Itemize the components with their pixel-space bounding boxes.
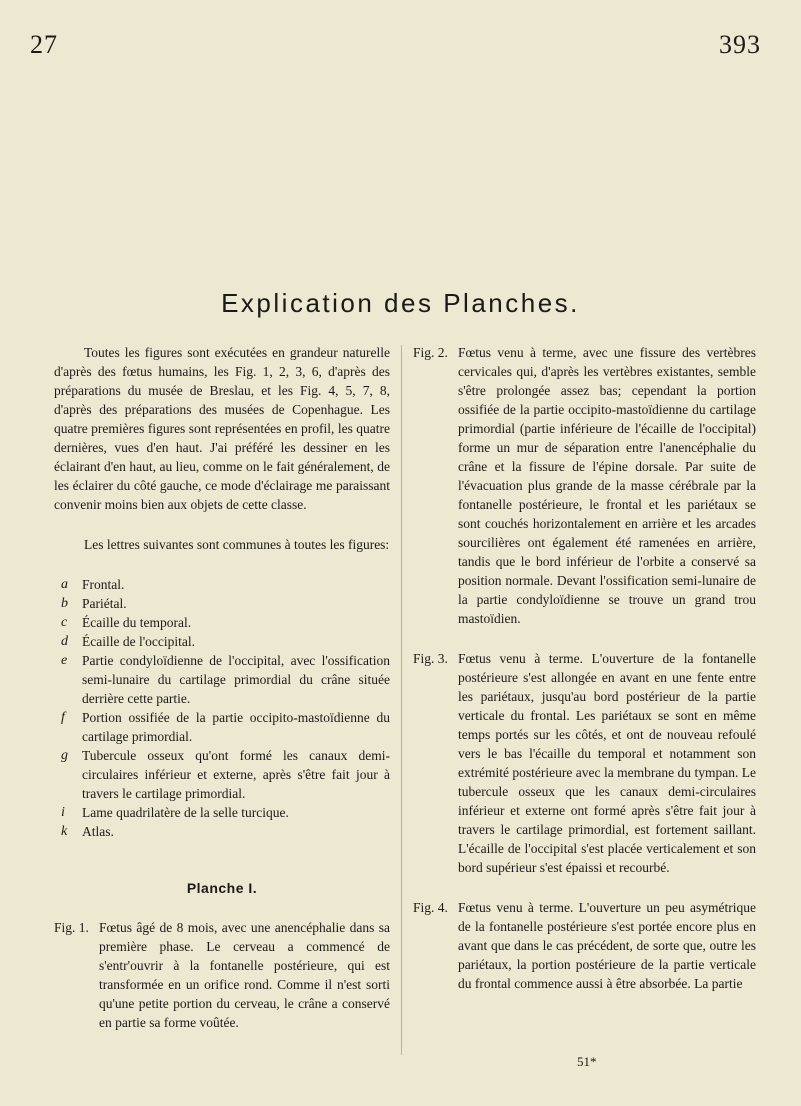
legend-description: Partie condyloïdienne de l'occipital, avec l'ossification semi-lunaire du cartilage primordial du crâne située derrière cette partie.: [82, 653, 390, 706]
legend-letter: k: [61, 824, 68, 839]
legend-item: [54, 632, 390, 651]
legend-item: [54, 822, 390, 841]
figure-entry-2: [413, 343, 756, 628]
page-number-right: 393: [719, 30, 761, 59]
planche-heading: Planche I.: [186, 880, 258, 896]
figure-label: Fig. 4.: [413, 900, 448, 915]
right-column: [413, 343, 756, 993]
signature-mark: 51*: [577, 1054, 597, 1069]
figure-label: Fig. 2.: [413, 345, 448, 360]
left-column: [54, 343, 390, 1032]
legend-letter: b: [61, 596, 68, 611]
legend-item: [54, 708, 390, 746]
legend-letter: e: [61, 653, 68, 668]
page-title: Explication des Planches.: [221, 288, 580, 319]
letter-legend: [54, 575, 390, 841]
legend-item: [54, 594, 390, 613]
legend-intro-paragraph: Les lettres suivantes sont communes à toutes les figures:: [84, 537, 390, 552]
legend-description: Lame quadrilatère de la selle turcique.: [82, 805, 289, 820]
page-number-left: 27: [30, 30, 58, 59]
figure-description: Fœtus âgé de 8 mois, avec une anencéphalie dans sa première phase. Le cerveau a commencé de s'entr'ouvrir à la fontanelle postérieure, qui est transformée en un orifice rond. Comme il n'est sorti qu'une petite portion du cerveau, le crâne a conservé en partie sa forme voûtée.: [99, 920, 390, 1030]
legend-letter: i: [61, 805, 65, 820]
legend-description: Atlas.: [82, 824, 114, 839]
legend-item: [54, 651, 390, 708]
column-divider: [401, 345, 402, 1055]
figure-entry-4: [413, 898, 756, 993]
legend-description: Tubercule osseux qu'ont formé les canaux demi-circulaires inférieur et externe, après s'être fait jour à travers le cartilage primordial.: [82, 748, 390, 801]
legend-description: Portion ossifiée de la partie occipito-mastoïdienne du cartilage primordial.: [82, 710, 390, 744]
intro-paragraph: Toutes les figures sont exécutées en grandeur naturelle d'après des fœtus humains, les Fig. 1, 2, 3, 6, d'après des préparations du musée de Breslau, et les Fig. 4, 5, 7, 8, d'après des préparations des musées de Copenhague. Les quatre premières figures sont représentées en profil, les quatre dernières, vues d'en haut. J'ai préféré les dessiner en les éclairant d'en haut, au lieu, comme on le fait généralement, de les éclairer du côté gauche, ce mode d'éclairage me paraissant convenir moins bien aux objets de cette classe.: [54, 345, 390, 512]
legend-item: [54, 746, 390, 803]
legend-item: [54, 613, 390, 632]
figure-entry-1: [54, 918, 390, 1032]
legend-description: Écaille de l'occipital.: [82, 634, 196, 649]
figure-description: Fœtus venu à terme. L'ouverture un peu asymétrique de la fontanelle postérieure s'est portée encore plus en avant que dans le cas précédent, de sorte que, outre les pariétaux, la portion postérieure de la partie verticale du frontal commence aussi à être absorbée. La partie: [458, 900, 756, 991]
legend-letter: d: [61, 634, 68, 649]
legend-letter: a: [61, 577, 68, 592]
legend-letter: f: [61, 710, 65, 725]
figure-description: Fœtus venu à terme, avec une fissure des vertèbres cervicales qui, d'après les vertèbres existantes, semble s'être prolongée assez bas; cependant la portion ossifiée de la partie occipito-mastoïdienne du cartilage primordial (partie inférieure de l'écaille de l'occipital) forme un mur de séparation entre l'anencéphalie du crâne et la fissure de l'épine dorsale. Par suite de l'évacuation plus grande de la masse cérébrale par la fontanelle postérieure, le frontal et les pariétaux se sont couchés horizontalement en arrière et les arcades sourcilières ont également été ramenées en arrière, tandis que le bord inférieur de l'orbite a conservé sa position normale. Devant l'ossification semi-lunaire de la partie condyloïdienne se trouve un grand trou mastoïdien.: [458, 345, 756, 626]
legend-description: Frontal.: [82, 577, 125, 592]
figure-description: Fœtus venu à terme. L'ouverture de la fontanelle postérieure s'est allongée en avant en une fente entre les pariétaux, jusqu'au bord postérieur de la partie verticale du frontal. Les pariétaux se sont en même temps portés sur les côtés, et ont de nouveau refoulé vers le bas l'écaille du temporal et notamment son extrémité postérieure avec la membrane du tympan. Le tubercule osseux que les canaux demi-circulaires inférieur et externe ont formé après s'être fait jour à travers le cartilage primordial, est fortement saillant. L'écaille de l'occipital s'est placée verticalement et son bord supérieur s'est épaissi et recourbé.: [458, 651, 756, 875]
legend-item: [54, 575, 390, 594]
legend-letter: c: [61, 615, 68, 630]
legend-item: [54, 803, 390, 822]
legend-description: Pariétal.: [82, 596, 127, 611]
figure-label: Fig. 3.: [413, 651, 448, 666]
legend-letter: g: [61, 748, 68, 763]
figure-entry-3: [413, 649, 756, 877]
figure-label: Fig. 1.: [54, 920, 89, 935]
legend-description: Écaille du temporal.: [82, 615, 192, 630]
